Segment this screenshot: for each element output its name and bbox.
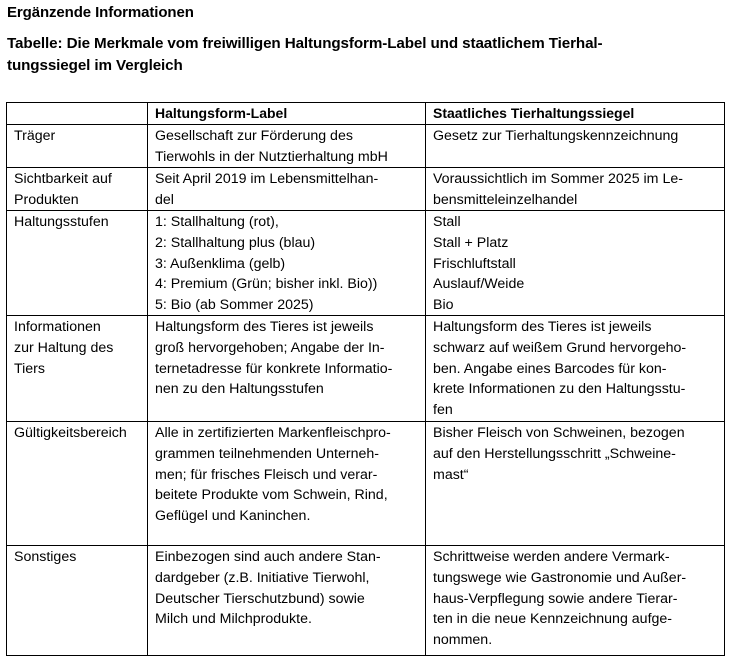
table-row-informationen bbox=[7, 316, 725, 422]
header-empty bbox=[7, 103, 148, 125]
cell-haltungsform-label: Seit April 2019 im Lebensmittelhan- del bbox=[148, 168, 426, 211]
table-caption bbox=[7, 33, 722, 77]
caption-line: Tabelle: Die Merkmale vom freiwilligen Haltungsform-Label und staatlichem Tierhal- bbox=[7, 35, 603, 52]
cell-haltungsform-label: Gesellschaft zur Förderung des Tierwohls in der Nutztierhaltung mbH bbox=[148, 125, 426, 168]
table-row-traeger bbox=[7, 125, 725, 168]
row-label: Sonstiges bbox=[7, 546, 148, 656]
row-label: Träger bbox=[7, 125, 148, 168]
row-label: Gültigkeitsbereich bbox=[7, 422, 148, 546]
comparison-table bbox=[6, 102, 725, 656]
header-tierhaltungssiegel: Staatliches Tierhaltungssiegel bbox=[426, 103, 725, 125]
table-row-gueltigkeitsbereich bbox=[7, 422, 725, 546]
cell-tierhaltungssiegel: Haltungsform des Tieres ist jeweils schwarz auf weißem Grund hervorgeho- ben. Angabe eines Barcodes für kon- krete Informationen zu den Haltungsstu- fen bbox=[426, 316, 725, 422]
table-row-sonstiges bbox=[7, 546, 725, 656]
cell-haltungsform-label: Alle in zertifizierten Markenfleischpro- grammen teilnehmenden Unterneh- men; für frisches Fleisch und verar- beitete Produkte vom Schwein, Rind, Geflügel und Kaninchen. bbox=[148, 422, 426, 546]
cell-haltungsform-label: 1: Stallhaltung (rot), 2: Stallhaltung plus (blau) 3: Außenklima (gelb) 4: Premium (Grün; bisher inkl. Bio)) 5: Bio (ab Sommer 2025) bbox=[148, 211, 426, 316]
row-label: Informationen zur Haltung des Tiers bbox=[7, 316, 148, 422]
cell-tierhaltungssiegel: Stall Stall + Platz Frischluftstall Auslauf/Weide Bio bbox=[426, 211, 725, 316]
cell-tierhaltungssiegel: Gesetz zur Tierhaltungskennzeichnung bbox=[426, 125, 725, 168]
section-title: Ergänzende Informationen bbox=[7, 4, 194, 21]
cell-haltungsform-label: Einbezogen sind auch andere Stan- dardgeber (z.B. Initiative Tierwohl, Deutscher Tierschutzbund) sowie Milch und Milchprodukte. bbox=[148, 546, 426, 656]
caption-line: tungssiegel im Vergleich bbox=[7, 57, 183, 74]
cell-haltungsform-label: Haltungsform des Tieres ist jeweils groß hervorgehoben; Angabe der In- ternetadresse für konkrete Informatio- nen zu den Haltungsstufen bbox=[148, 316, 426, 422]
row-label: Sichtbarkeit auf Produkten bbox=[7, 168, 148, 211]
table-row-haltungsstufen bbox=[7, 211, 725, 316]
header-haltungsform-label: Haltungsform-Label bbox=[148, 103, 426, 125]
table-row-sichtbarkeit bbox=[7, 168, 725, 211]
cell-tierhaltungssiegel: Schrittweise werden andere Vermark- tungswege wie Gastronomie und Außer- haus-Verpflegung sowie andere Tierar- ten in die neue Kennzeichnung aufge- nommen. bbox=[426, 546, 725, 656]
cell-tierhaltungssiegel: Voraussichtlich im Sommer 2025 im Le- bensmitteleinzelhandel bbox=[426, 168, 725, 211]
cell-tierhaltungssiegel: Bisher Fleisch von Schweinen, bezogen auf den Herstellungsschritt „Schweine- mast“ bbox=[426, 422, 725, 546]
row-label: Haltungsstufen bbox=[7, 211, 148, 316]
table-header-row bbox=[7, 103, 725, 125]
